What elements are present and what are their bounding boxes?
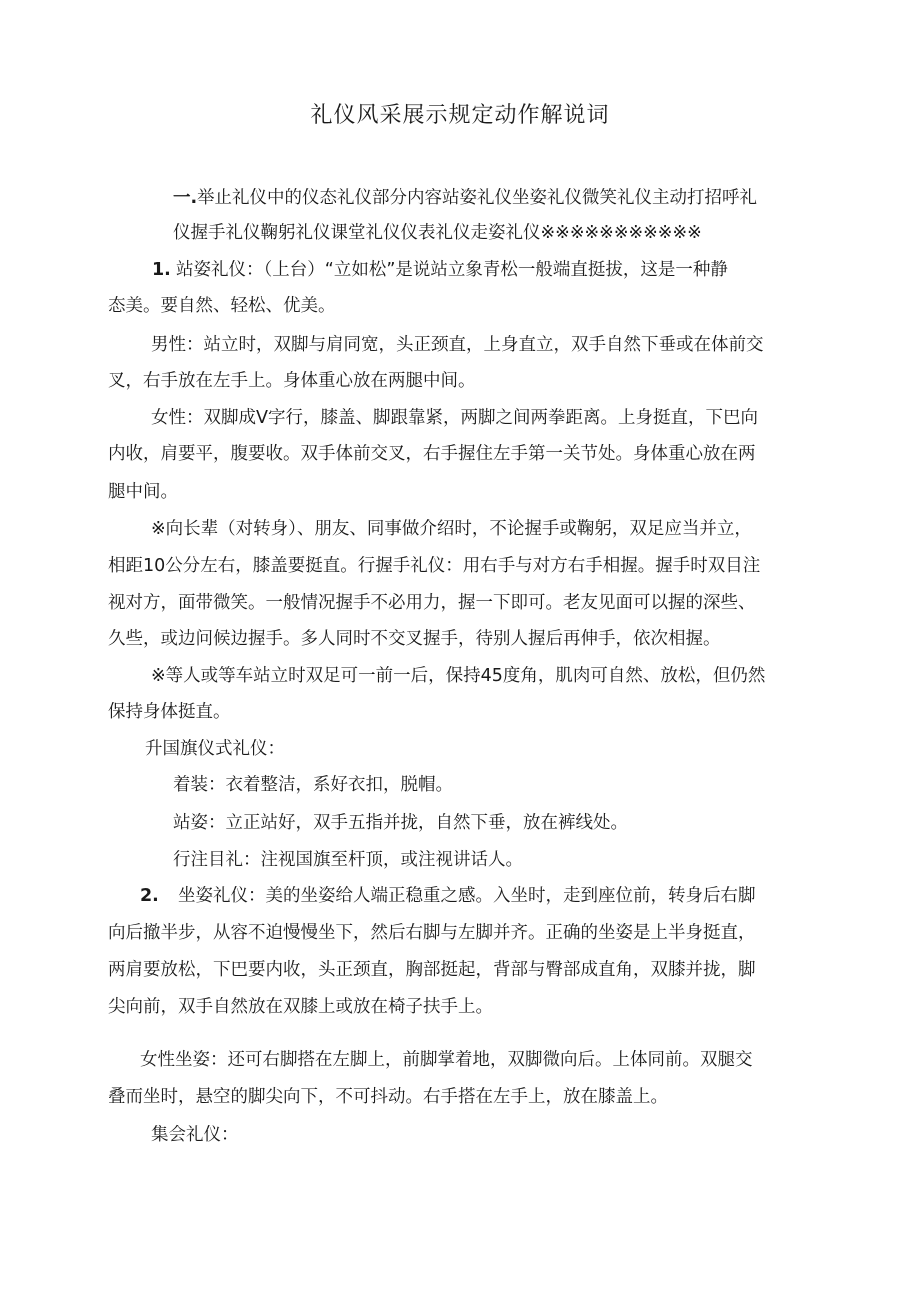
document-title: 礼仪风采展示规定动作解说词 <box>310 103 610 128</box>
female-sitting-line-2: 叠而坐时，悬空的脚尖向下，不可抖动。右手搭在左手上，放在膝盖上。 <box>108 1087 668 1107</box>
section-1-number: 1. <box>152 260 171 280</box>
flag-stance: 站姿：立正站好，双手五指并拢，自然下垂，放在裤线处。 <box>173 813 628 833</box>
note-intro-line-2: 相距10公分左右，膝盖要挺直。行握手礼仪：用右手与对方右手相握。握手时双目注 <box>108 556 761 576</box>
male-stance-line-1: 男性：站立时，双脚与肩同宽，头正颈直，上身直立，双手自然下垂或在体前交 <box>151 335 764 355</box>
section-1-line-1: 站姿礼仪：（上台）“立如松”是说站立象青松一般端直挺拔，这是一种静 <box>176 260 728 280</box>
section-2-line-2: 向后撤半步，从容不迫慢慢坐下，然后右脚与左脚并齐。正确的坐姿是上半身挺直， <box>108 923 756 943</box>
flag-salute: 行注目礼：注视国旗至杆顶，或注视讲话人。 <box>173 850 523 870</box>
note-waiting-line-2: 保持身体挺直。 <box>108 702 231 722</box>
female-sitting-line-1: 女性坐姿：还可右脚搭在左脚上，前脚掌着地，双脚微向后。上体同前。双腿交 <box>140 1050 753 1070</box>
male-stance-line-2: 叉，右手放在左手上。身体重心放在两腿中间。 <box>108 371 476 391</box>
section-2-line-1: 坐姿礼仪：美的坐姿给人端正稳重之感。入坐时，走到座位前，转身后右脚 <box>178 886 756 906</box>
intro-line-1: 举止礼仪中的仪态礼仪部分内容站姿礼仪坐姿礼仪微笑礼仪主动打招呼礼 <box>197 188 757 208</box>
female-stance-line-2: 内收，肩要平，腹要收。双手体前交叉，右手握住左手第一关节处。身体重心放在两 <box>108 444 756 464</box>
section-2-number: 2. <box>140 886 159 906</box>
section-1-line-2: 态美。要自然、轻松、优美。 <box>108 296 336 316</box>
note-intro-line-3: 视对方，面带微笑。一般情况握手不必用力，握一下即可。老友见面可以握的深些、 <box>108 593 756 613</box>
female-stance-line-3: 腿中间。 <box>108 482 178 502</box>
section-2-line-4: 尖向前，双手自然放在双膝上或放在椅子扶手上。 <box>108 997 493 1017</box>
female-stance-line-1: 女性：双脚成V字行，膝盖、脚跟靠紧，两脚之间两拳距离。上身挺直，下巴向 <box>151 408 758 428</box>
assembly-heading: 集会礼仪： <box>151 1125 239 1145</box>
intro-number: 一. <box>173 188 198 208</box>
flag-ceremony-heading: 升国旗仪式礼仪： <box>145 739 285 759</box>
intro-line-2: 仪握手礼仪鞠躬礼仪课堂礼仪仪表礼仪走姿礼仪※※※※※※※※※※※ <box>173 223 702 243</box>
flag-dress: 着装：衣着整洁，系好衣扣，脱帽。 <box>173 775 453 795</box>
section-2-line-3: 两肩要放松，下巴要内收，头正颈直，胸部挺起，背部与臀部成直角，双膝并拢，脚 <box>108 960 756 980</box>
note-intro-line-1: ※向长辈（对转身）、朋友、同事做介绍时，不论握手或鞠躬，双足应当并立， <box>151 519 752 539</box>
note-waiting-line-1: ※等人或等车站立时双足可一前一后，保持45度角，肌肉可自然、放松，但仍然 <box>151 666 766 686</box>
note-intro-line-4: 久些，或边问候边握手。多人同时不交叉握手，待别人握后再伸手，依次相握。 <box>108 629 721 649</box>
